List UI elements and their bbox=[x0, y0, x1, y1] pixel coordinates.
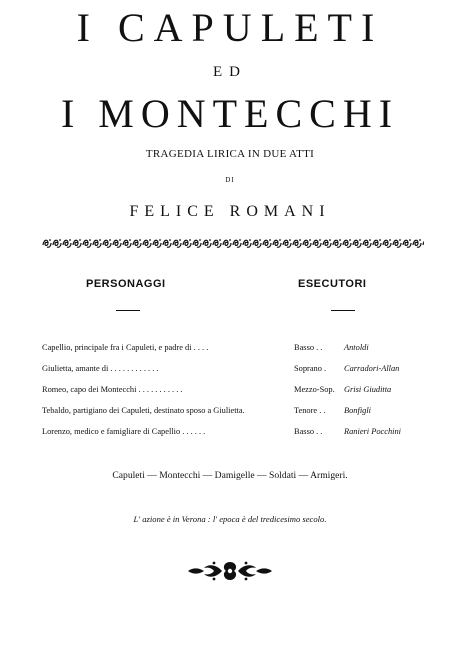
role-text: Lorenzo, medico e famigliare di Capellio . . . . . . bbox=[42, 427, 206, 436]
singer-name: Antoldi bbox=[344, 343, 369, 352]
voice-type: Basso . . bbox=[294, 343, 323, 352]
singer-name: Ranieri Pocchini bbox=[344, 427, 401, 436]
role-text: Capellio, principale fra i Capuleti, e padre di . . . . bbox=[42, 343, 209, 352]
title-line-1: I CAPULETI bbox=[76, 5, 384, 50]
chorus-list: Capuleti — Montecchi — Damigelle — Soldati — Armigeri. bbox=[112, 470, 348, 481]
divider-esecutori bbox=[331, 310, 355, 311]
role-text: Romeo, capo dei Montecchi . . . . . . . . . . . bbox=[42, 385, 183, 394]
subtitle: TRAGEDIA LIRICA IN DUE ATTI bbox=[145, 148, 315, 160]
setting-note: L' azione è in Verona : l' epoca è del tredicesimo secolo. bbox=[133, 514, 327, 524]
role-text: Giulietta, amante di . . . . . . . . . . . . bbox=[42, 364, 159, 373]
role-text: Tebaldo, partigiano dei Capuleti, destinato sposo a Giulietta. bbox=[42, 406, 245, 415]
voice-type: Basso . . bbox=[294, 427, 323, 436]
floral-ornament-icon bbox=[186, 558, 274, 584]
by-label: DI bbox=[225, 176, 235, 184]
singer-name: Bonfigli bbox=[344, 406, 371, 415]
singer-name: Grisi Giuditta bbox=[344, 385, 392, 394]
voice-type: Tenore . . bbox=[294, 406, 326, 415]
divider-personaggi bbox=[116, 310, 140, 311]
singer-name: Carradori-Allan bbox=[344, 364, 400, 373]
voice-type: Soprano . bbox=[294, 364, 327, 373]
header-personaggi: PERSONAGGI bbox=[86, 278, 166, 290]
title-conjunction: ED bbox=[213, 64, 247, 80]
ornamental-border bbox=[42, 236, 424, 250]
author-name: FELICE ROMANI bbox=[129, 203, 331, 220]
title-line-2: I MONTECCHI bbox=[60, 91, 400, 136]
voice-type: Mezzo-Sop. bbox=[294, 385, 335, 394]
header-esecutori: ESECUTORI bbox=[298, 278, 367, 290]
